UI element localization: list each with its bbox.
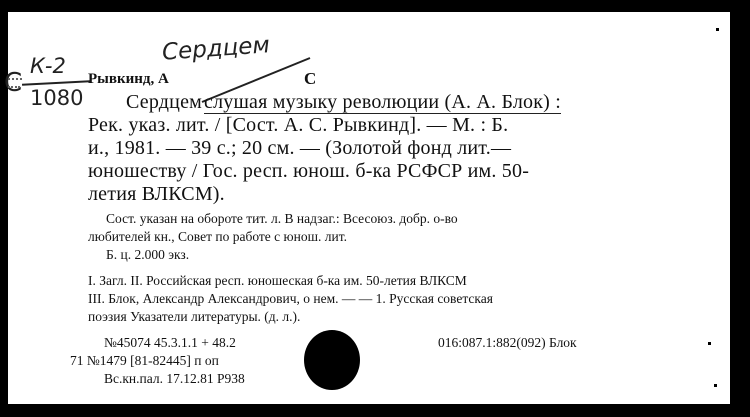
call-number-top: К-2 xyxy=(30,54,66,78)
description-line: летия ВЛКСМ). xyxy=(88,183,225,205)
speck xyxy=(708,342,711,345)
ink-blot xyxy=(304,330,360,390)
note-line: Сост. указан на обороте тит. л. В надзаг.: Всесоюз. добр. о-во xyxy=(106,211,458,226)
author-initial: С xyxy=(304,69,317,88)
speck xyxy=(714,384,717,387)
call-number-rule xyxy=(22,80,90,86)
price-line: Б. ц. 2.000 экз. xyxy=(106,247,190,262)
description-line: и., 1981. — 39 с.; 20 см. — (Золотой фонд лит.— xyxy=(88,137,512,159)
tracing-line: III. Блок, Александр Александрович, о нем. — — 1. Русская советская xyxy=(88,291,493,306)
handwritten-heading: Сердцем xyxy=(161,32,271,66)
catalog-card xyxy=(4,12,730,404)
note-line: любителей кн., Совет по работе с юнош. лит. xyxy=(88,229,347,244)
tracing-line: I. Загл. II. Российская респ. юношеская б-ка им. 50-летия ВЛКСМ xyxy=(88,273,467,288)
title-rest: слушая музыку революции (А. А. Блок) : xyxy=(204,91,561,113)
tracing-line: поэзия Указатели литературы. (д. л.). xyxy=(88,309,301,324)
call-number-bottom: 1080 xyxy=(30,86,84,110)
title-word: Сердцем xyxy=(126,91,203,113)
speck xyxy=(716,28,719,31)
print-info: Вс.кн.пал. 17.12.81 Р938 xyxy=(104,371,245,386)
scan-dots xyxy=(8,78,22,80)
description-line: Рек. указ. лит. / [Сост. А. С. Рывкинд]. — М. : Б. xyxy=(88,114,509,136)
udc-number: 016:087.1:882(092) Блок xyxy=(438,335,577,350)
order-number: 71 №1479 [81-82445] п оп xyxy=(70,353,219,368)
description-line: юношеству / Гос. респ. юнош. б-ка РСФСР им. 50- xyxy=(88,160,530,182)
classification-number: №45074 45.3.1.1 + 48.2 xyxy=(104,335,236,350)
author-heading: Рывкинд, А xyxy=(88,71,169,87)
call-number-prefix: С xyxy=(4,68,23,98)
scan-dots xyxy=(8,86,20,88)
